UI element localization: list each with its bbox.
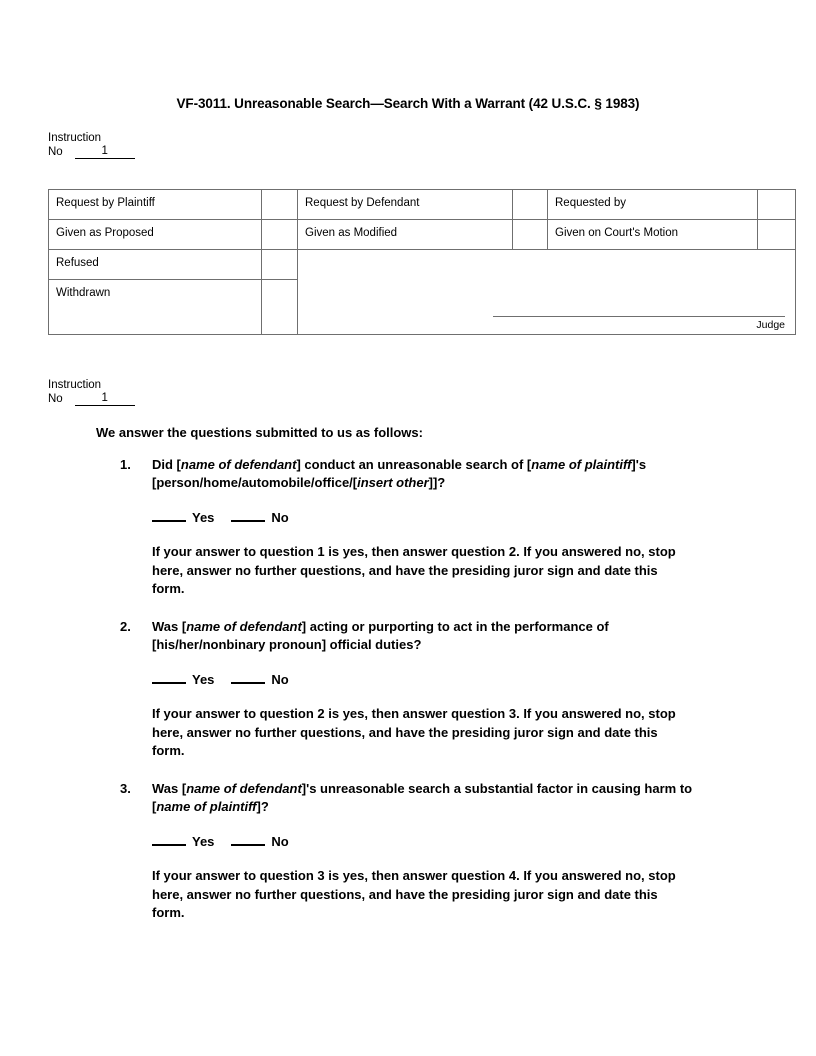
question-block (48, 456, 768, 599)
cell-given-as-proposed: Given as Proposed (49, 220, 262, 250)
cell-given-as-modified: Given as Modified (298, 220, 513, 250)
no-answer-blank[interactable] (231, 509, 265, 522)
request-disposition-table (48, 189, 796, 335)
instruction-no-label: No (48, 393, 63, 405)
question-text-run: ] conduct an unreasonable search of [ (296, 456, 532, 472)
question-block (48, 780, 768, 923)
checkbox-withdrawn[interactable] (262, 280, 298, 335)
question-row (120, 780, 768, 817)
verdict-form-body (48, 424, 768, 942)
table-row (49, 250, 796, 280)
yes-label: Yes (192, 833, 215, 849)
yes-answer-blank[interactable] (152, 509, 186, 522)
cell-refused: Refused (49, 250, 262, 280)
question-row (120, 456, 768, 493)
question-text-run: ]? (256, 799, 269, 814)
question-number: 2. (120, 618, 131, 634)
checkbox-requested-by[interactable] (758, 190, 796, 220)
conditional-instruction: If your answer to question 3 is yes, then answer question 4. If you answered no, stop here, answer no further questions, and have the presiding juror sign and date this form. (152, 868, 676, 920)
no-label: No (271, 671, 289, 687)
verdict-intro: We answer the questions submitted to us as follows: (96, 425, 423, 440)
yes-label: Yes (192, 671, 215, 687)
placeholder-token: name of defendant (186, 618, 302, 634)
conditional-instruction: If your answer to question 2 is yes, then answer question 3. If you answered no, stop here, answer no further questions, and have the presiding juror sign and date this form. (152, 706, 676, 758)
question-text (152, 456, 722, 493)
question-text-run: ] acting or purporting to act in the performance of [his/her/nonbinary pronoun] official duties? (152, 618, 609, 652)
instruction-label: Instruction (48, 379, 102, 391)
cell-request-by-plaintiff: Request by Plaintiff (49, 190, 262, 220)
question-text-run: Did [ (152, 456, 181, 472)
question-number: 1. (120, 456, 131, 472)
question-text-run: ]]? (428, 475, 446, 490)
question-block (48, 618, 768, 761)
checkbox-refused[interactable] (262, 250, 298, 280)
conditional-instruction: If your answer to question 1 is yes, then answer question 2. If you answered no, stop here, answer no further questions, and have the presiding juror sign and date this form. (152, 544, 676, 596)
checkbox-request-by-plaintiff[interactable] (262, 190, 298, 220)
instruction-no-field[interactable]: 1 (75, 145, 135, 159)
question-text (152, 618, 722, 655)
placeholder-token: name of defendant (186, 780, 302, 796)
instruction-number-block-1 (48, 131, 135, 159)
yes-answer-blank[interactable] (152, 671, 186, 684)
cell-withdrawn: Withdrawn (49, 280, 262, 335)
question-text-run: ]'s [person/home/automobile/office/[ (152, 456, 647, 490)
judge-signature-label: Judge (756, 319, 785, 331)
checkbox-given-on-courts-motion[interactable] (758, 220, 796, 250)
table-row (49, 220, 796, 250)
judge-signature-block (493, 315, 785, 331)
question-text-run: Was [ (152, 780, 187, 796)
answer-row (152, 509, 768, 528)
question-text (152, 780, 722, 817)
cell-requested-by: Requested by (548, 190, 758, 220)
judge-signature-area (298, 250, 796, 335)
table-row (49, 190, 796, 220)
instruction-no-label: No (48, 146, 63, 158)
question-row (120, 618, 768, 655)
instruction-no-field[interactable]: 1 (75, 392, 135, 406)
questions-list (48, 456, 768, 923)
placeholder-token: name of defendant (180, 456, 297, 472)
answer-row (152, 833, 768, 852)
no-label: No (271, 509, 289, 525)
no-answer-blank[interactable] (231, 671, 265, 684)
placeholder-token: insert other (357, 475, 429, 490)
question-number: 3. (120, 780, 131, 796)
no-label: No (271, 833, 289, 849)
instruction-label: Instruction (48, 132, 102, 144)
checkbox-request-by-defendant[interactable] (513, 190, 548, 220)
checkbox-given-as-proposed[interactable] (262, 220, 298, 250)
placeholder-token: name of plaintiff (156, 799, 257, 814)
placeholder-token: name of plaintiff (531, 456, 632, 472)
checkbox-given-as-modified[interactable] (513, 220, 548, 250)
question-text-run: ]'s unreasonable search a substantial factor in causing harm to [ (152, 780, 693, 814)
yes-answer-blank[interactable] (152, 833, 186, 846)
cell-given-on-courts-motion: Given on Court's Motion (548, 220, 758, 250)
cell-request-by-defendant: Request by Defendant (298, 190, 513, 220)
page-title: VF-3011. Unreasonable Search—Search With a Warrant (42 U.S.C. § 1983) (176, 96, 640, 111)
instruction-number-block-2 (48, 378, 135, 406)
no-answer-blank[interactable] (231, 833, 265, 846)
yes-label: Yes (192, 509, 215, 525)
question-text-run: Was [ (152, 618, 187, 634)
answer-row (152, 671, 768, 690)
